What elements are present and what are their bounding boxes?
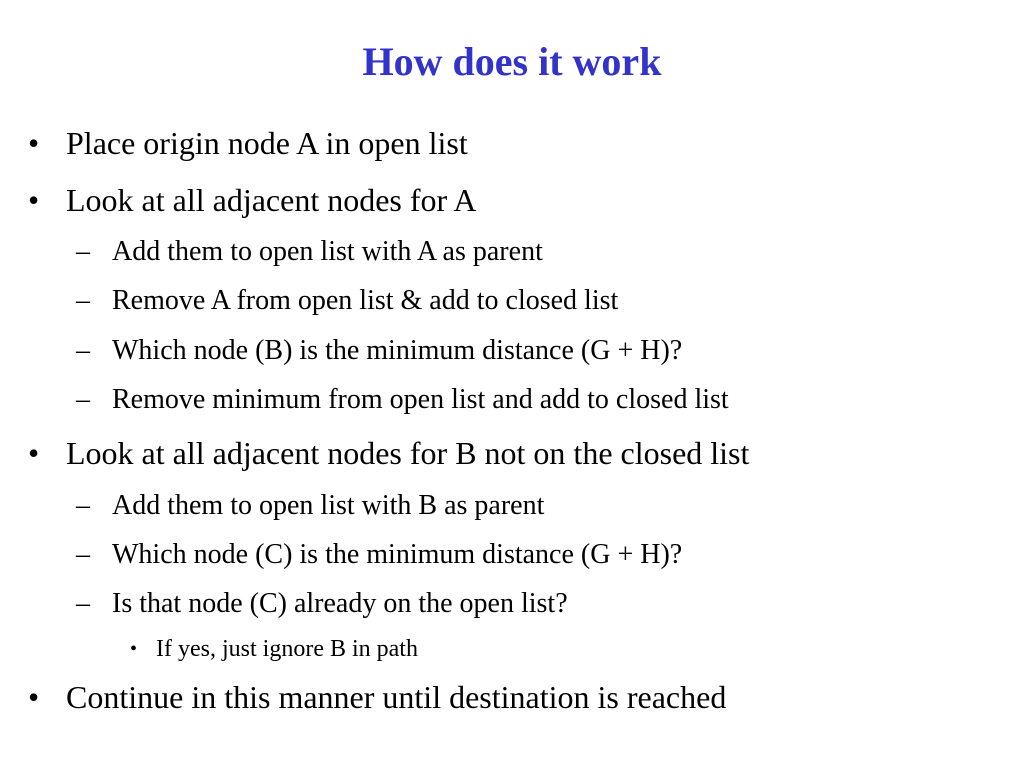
dash-marker: – xyxy=(76,236,90,267)
bullet-text: If yes, just ignore B in path xyxy=(156,636,418,662)
bullet-text: Remove minimum from open list and add to closed list xyxy=(112,384,729,415)
bullet-item-level-2 xyxy=(0,587,1000,621)
bullet-text: Add them to open list with B as parent xyxy=(112,490,545,521)
bullet-item-level-1 xyxy=(0,678,1000,716)
dash-marker: – xyxy=(76,384,90,415)
bullet-item-level-1 xyxy=(0,124,1000,162)
slide-title: How does it work xyxy=(362,39,662,84)
bullet-marker: • xyxy=(28,435,40,471)
bullet-text: Look at all adjacent nodes for A xyxy=(66,182,477,218)
bullet-marker: • xyxy=(28,679,40,715)
bullet-item-level-2 xyxy=(0,538,1000,572)
bullet-text: Which node (B) is the minimum distance (G + H)? xyxy=(112,335,683,366)
bullet-marker: • xyxy=(130,638,138,660)
bullet-text: Which node (C) is the minimum distance (G + H)? xyxy=(112,539,683,570)
bullet-text: Is that node (C) already on the open list? xyxy=(112,588,568,619)
bullet-item-level-2 xyxy=(0,489,1000,523)
bullet-text: Add them to open list with A as parent xyxy=(112,236,543,267)
bullet-marker: • xyxy=(28,125,40,161)
bullet-item-level-2 xyxy=(0,235,1000,269)
bullet-item-level-2 xyxy=(0,334,1000,368)
bullet-item-level-1 xyxy=(0,434,1000,472)
bullet-marker: • xyxy=(28,182,40,218)
dash-marker: – xyxy=(76,588,90,619)
dash-marker: – xyxy=(76,539,90,570)
dash-marker: – xyxy=(76,335,90,366)
dash-marker: – xyxy=(76,285,90,316)
bullet-item-level-3 xyxy=(0,634,1000,664)
bullet-text: Remove A from open list & add to closed list xyxy=(112,285,619,316)
dash-marker: – xyxy=(76,490,90,521)
bullet-text: Continue in this manner until destination is reached xyxy=(66,679,727,715)
bullet-text: Place origin node A in open list xyxy=(66,125,468,161)
bullet-item-level-2 xyxy=(0,284,1000,318)
bullet-item-level-1 xyxy=(0,181,1000,219)
bullet-text: Look at all adjacent nodes for B not on the closed list xyxy=(66,435,750,471)
bullet-item-level-2 xyxy=(0,383,1000,417)
